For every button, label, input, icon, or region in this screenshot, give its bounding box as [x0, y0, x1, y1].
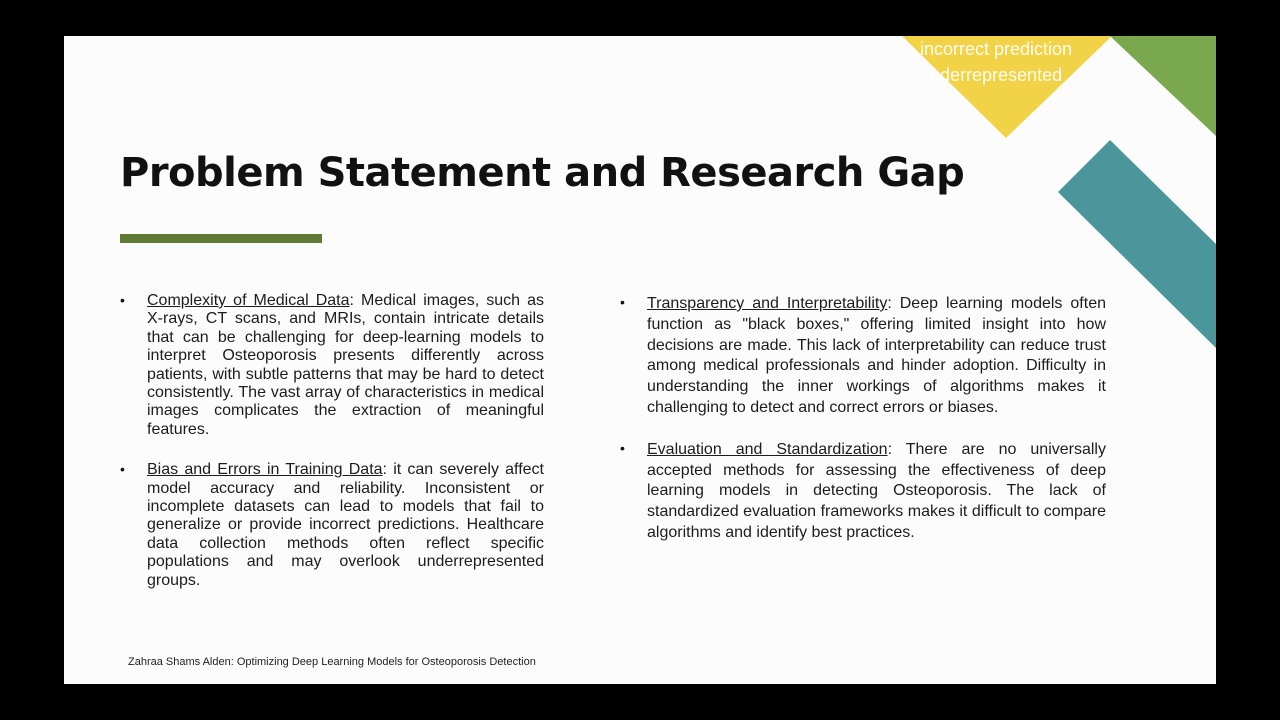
slide-footer: Zahraa Shams Alden: Optimizing Deep Learning Models for Osteoporosis Detection [128, 656, 536, 668]
bullet-dot-icon: • [620, 439, 625, 456]
bullet-item-complexity [120, 292, 544, 439]
bullet-body: : There are no universally accepted methods for assessing the effectiveness of deep learning models in detecting Osteoporosis. The lack of standardized evaluation frameworks makes it difficult to compare algorithms and identify best practices. [647, 440, 1106, 541]
bullet-item-bias [120, 461, 544, 590]
bullet-text [647, 440, 1106, 544]
bullet-term: Transparency and Interpretability [647, 295, 888, 312]
bullet-text [147, 292, 544, 439]
bullet-item-evaluation [620, 440, 1106, 544]
bullet-text [147, 461, 544, 590]
bullet-term: Bias and Errors in Training Data [147, 461, 383, 479]
bullet-term: Evaluation and Standardization [647, 440, 888, 458]
bullet-body: : it can severely affect model accuracy and reliability. Inconsistent or incomplete datasets can lead to models that fail to generalize or provide incorrect predictions. Healthcare data collection methods often reflect specific populations and may overlook underrepresented groups. [147, 461, 544, 589]
bullet-dot-icon: • [120, 292, 125, 308]
bullet-item-transparency [620, 294, 1106, 419]
left-bullet-list [120, 292, 544, 612]
bullet-body: : Deep learning models often function as "black boxes," offering limited insight into how decisions are made. This lack of interpretability can reduce trust among medical professionals and hinder adoption. Difficulty in understanding the inner workings of algorithms makes it challenging to detect and correct errors or biases. [647, 295, 1106, 416]
bullet-dot-icon: • [120, 461, 125, 478]
bullet-body: : Medical images, such as X-rays, CT scans, and MRIs, contain intricate details that can be challenging for deep-learning models to interpret Osteoporosis presents differently across patients, with subtle patterns that may be hard to detect consistently. The vast array of characteristics in medical images complicates the extraction of meaningful features. [147, 292, 544, 438]
slide-title: Problem Statement and Research Gap [120, 150, 965, 196]
title-underline-bar [120, 234, 322, 243]
green-band-shape [1110, 36, 1216, 136]
bullet-text [647, 294, 1106, 419]
slide [64, 36, 1216, 684]
bullet-dot-icon: • [620, 294, 625, 310]
overlay-caption-line1: incorrect prediction [920, 39, 1073, 59]
right-bullet-list [620, 294, 1106, 565]
overlay-caption-line2: nderrepresented [930, 65, 1063, 85]
bullet-term: Complexity of Medical Data [147, 292, 350, 309]
